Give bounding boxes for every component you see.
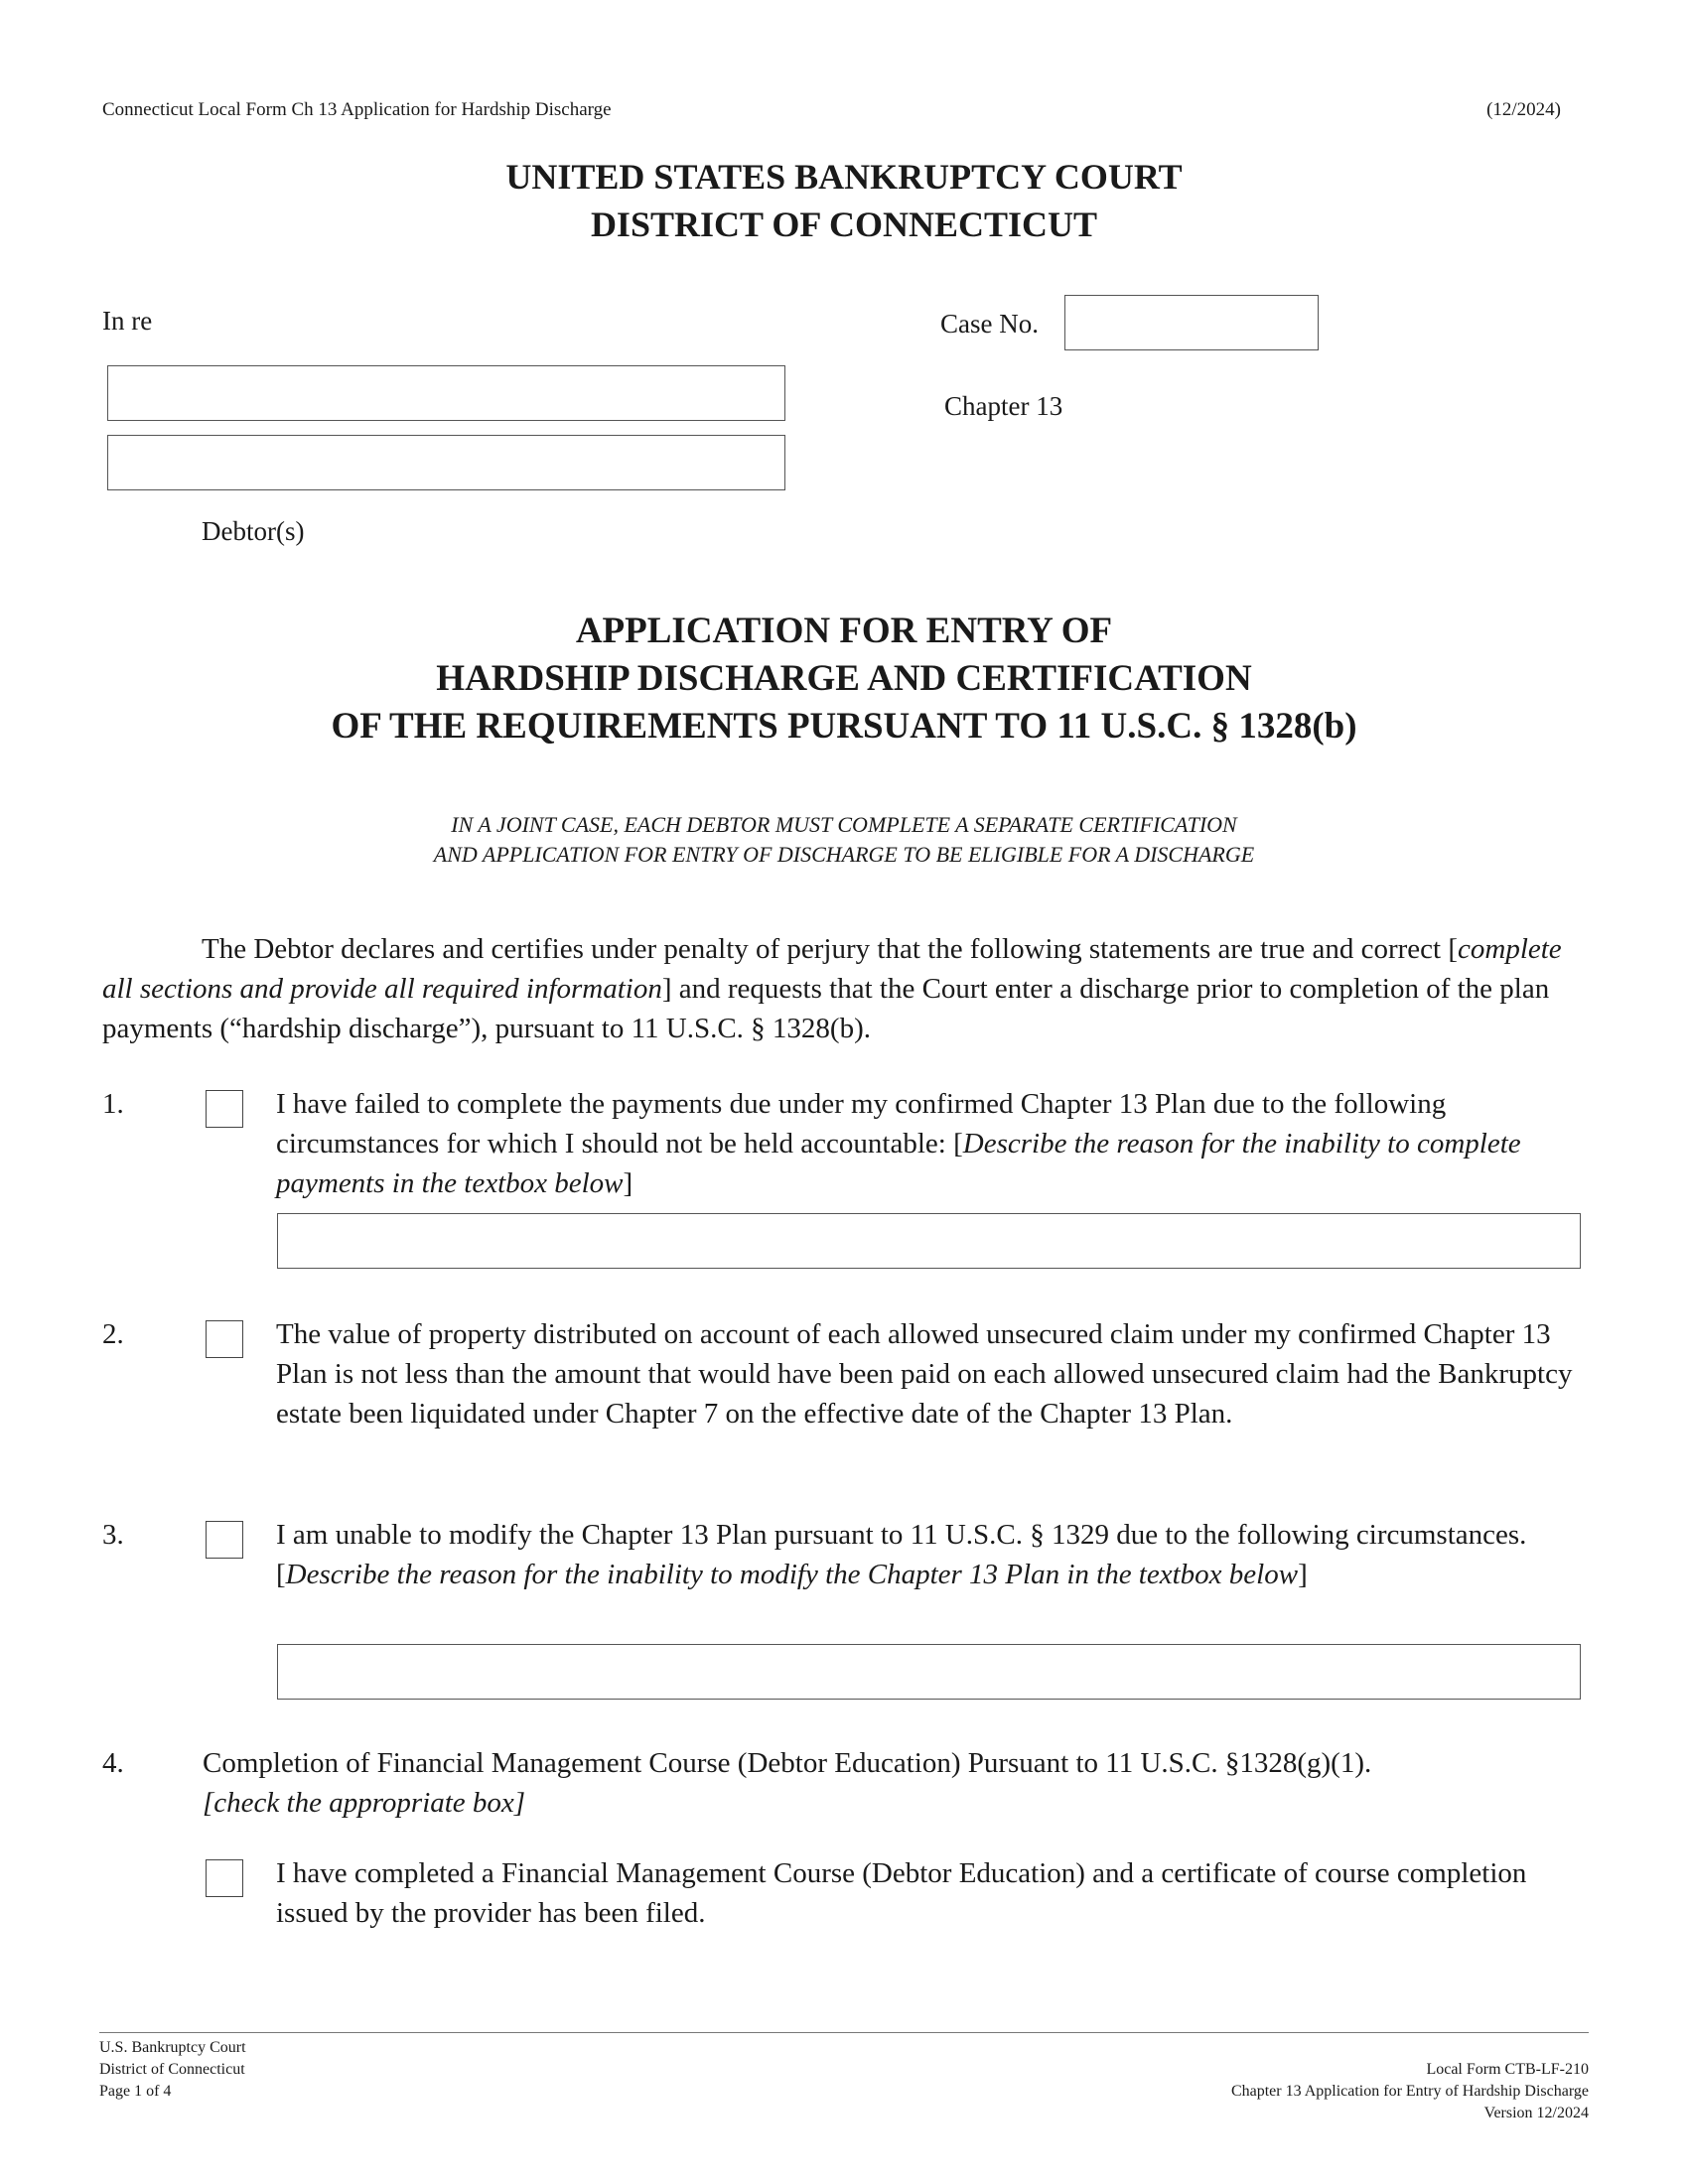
footer-right — [1231, 2059, 1589, 2124]
item-3-bracket: ] — [1298, 1559, 1308, 1590]
item-4-title: Completion of Financial Management Course (Debtor Education) Pursuant to 11 U.S.C. §1328(g)(1). — [203, 1747, 1372, 1779]
item-1-checkbox[interactable] — [206, 1090, 243, 1128]
item-2-text: The value of property distributed on account of each allowed unsecured claim under my confirmed Chapter 13 Plan is not less than the amount that would have been paid on each allowed unsecured claim had the Bankruptcy estate been liquidated under Chapter 7 on the effective date of the Chapter 13 Plan. — [276, 1318, 1573, 1430]
intro-paragraph — [102, 929, 1592, 1048]
item-3-statement: I am unable to modify the Chapter 13 Plan pursuant to 11 U.S.C. § 1329 due to the following circumstances. [ — [276, 1519, 1527, 1590]
item-3-number: 3. — [102, 1519, 124, 1551]
chapter-label: Chapter 13 — [944, 391, 1063, 421]
footer-left — [99, 2037, 246, 2103]
item-1-text — [276, 1084, 1589, 1203]
application-title-line1: APPLICATION FOR ENTRY OF — [575, 611, 1113, 651]
footer-district: District of Connecticut — [99, 2061, 245, 2078]
joint-notice-line1: IN A JOINT CASE, EACH DEBTOR MUST COMPLETE A SEPARATE CERTIFICATION — [451, 812, 1237, 837]
item-3-checkbox[interactable] — [206, 1521, 243, 1559]
item-1-bracket: ] — [623, 1167, 633, 1199]
form-header-date: (12/2024) — [1486, 99, 1561, 120]
intro-text-2: ] and requests that the Court enter a discharge prior to completion of the plan payments (“hardship discharge”), pursuant to 11 U.S.C. § 1328(b). — [102, 973, 1550, 1044]
court-district: DISTRICT OF CONNECTICUT — [590, 205, 1098, 244]
footer-form-title: Chapter 13 Application for Entry of Hardship Discharge — [1230, 2083, 1589, 2100]
case-no-label: Case No. — [940, 309, 1039, 339]
debtors-label: Debtor(s) — [202, 516, 305, 546]
item-2-checkbox[interactable] — [206, 1320, 243, 1358]
joint-notice-line2: AND APPLICATION FOR ENTRY OF DISCHARGE TO BE ELIGIBLE FOR A DISCHARGE — [433, 842, 1255, 867]
footer-form-number: Local Form CTB-LF-210 — [1426, 2061, 1589, 2078]
application-title-line2: HARDSHIP DISCHARGE AND CERTIFICATION — [436, 658, 1252, 699]
application-title-line3: OF THE REQUIREMENTS PURSUANT TO 11 U.S.C. § 1328(b) — [331, 706, 1357, 747]
item-4-heading — [203, 1743, 1593, 1823]
item-4-checkbox[interactable] — [206, 1859, 243, 1897]
footer-page-number: Page 1 of 4 — [99, 2083, 172, 2100]
debtor-name-field-2[interactable] — [107, 435, 785, 490]
item-4-option-text: I have completed a Financial Management Course (Debtor Education) and a certificate of course completion issued by the provider has been filed. — [276, 1857, 1527, 1929]
item-1-statement: I have failed to complete the payments due under my confirmed Chapter 13 Plan due to the following circumstances for which I should not be held accountable: [ — [276, 1088, 1447, 1160]
footer-rule — [99, 2032, 1589, 2033]
intro-italic: complete all sections and provide all required information — [102, 933, 1562, 1005]
item-3-instruction: Describe the reason for the inability to modify the Chapter 13 Plan in the textbox below — [285, 1559, 1299, 1590]
in-re-label: In re — [102, 306, 153, 336]
case-number-field[interactable] — [1064, 295, 1319, 350]
item-1-number: 1. — [102, 1088, 124, 1120]
item-2-number: 2. — [102, 1318, 124, 1350]
item-1-reason-textbox[interactable] — [277, 1213, 1581, 1269]
footer-court: U.S. Bankruptcy Court — [99, 2039, 246, 2056]
court-name: UNITED STATES BANKRUPTCY COURT — [505, 157, 1183, 197]
debtor-name-field-1[interactable] — [107, 365, 785, 421]
form-header-name: Connecticut Local Form Ch 13 Application for Hardship Discharge — [102, 99, 612, 120]
item-4-instruction: [check the appropriate box] — [203, 1787, 526, 1819]
item-3-text — [276, 1515, 1589, 1594]
item-3-reason-textbox[interactable] — [277, 1644, 1581, 1700]
item-1-instruction: Describe the reason for the inability to complete payments in the textbox below — [276, 1128, 1521, 1199]
footer-version: Version 12/2024 — [1483, 2105, 1589, 2121]
intro-text-1: The Debtor declares and certifies under penalty of perjury that the following statements are true and correct [ — [202, 933, 1458, 965]
item-4-number: 4. — [102, 1747, 124, 1779]
